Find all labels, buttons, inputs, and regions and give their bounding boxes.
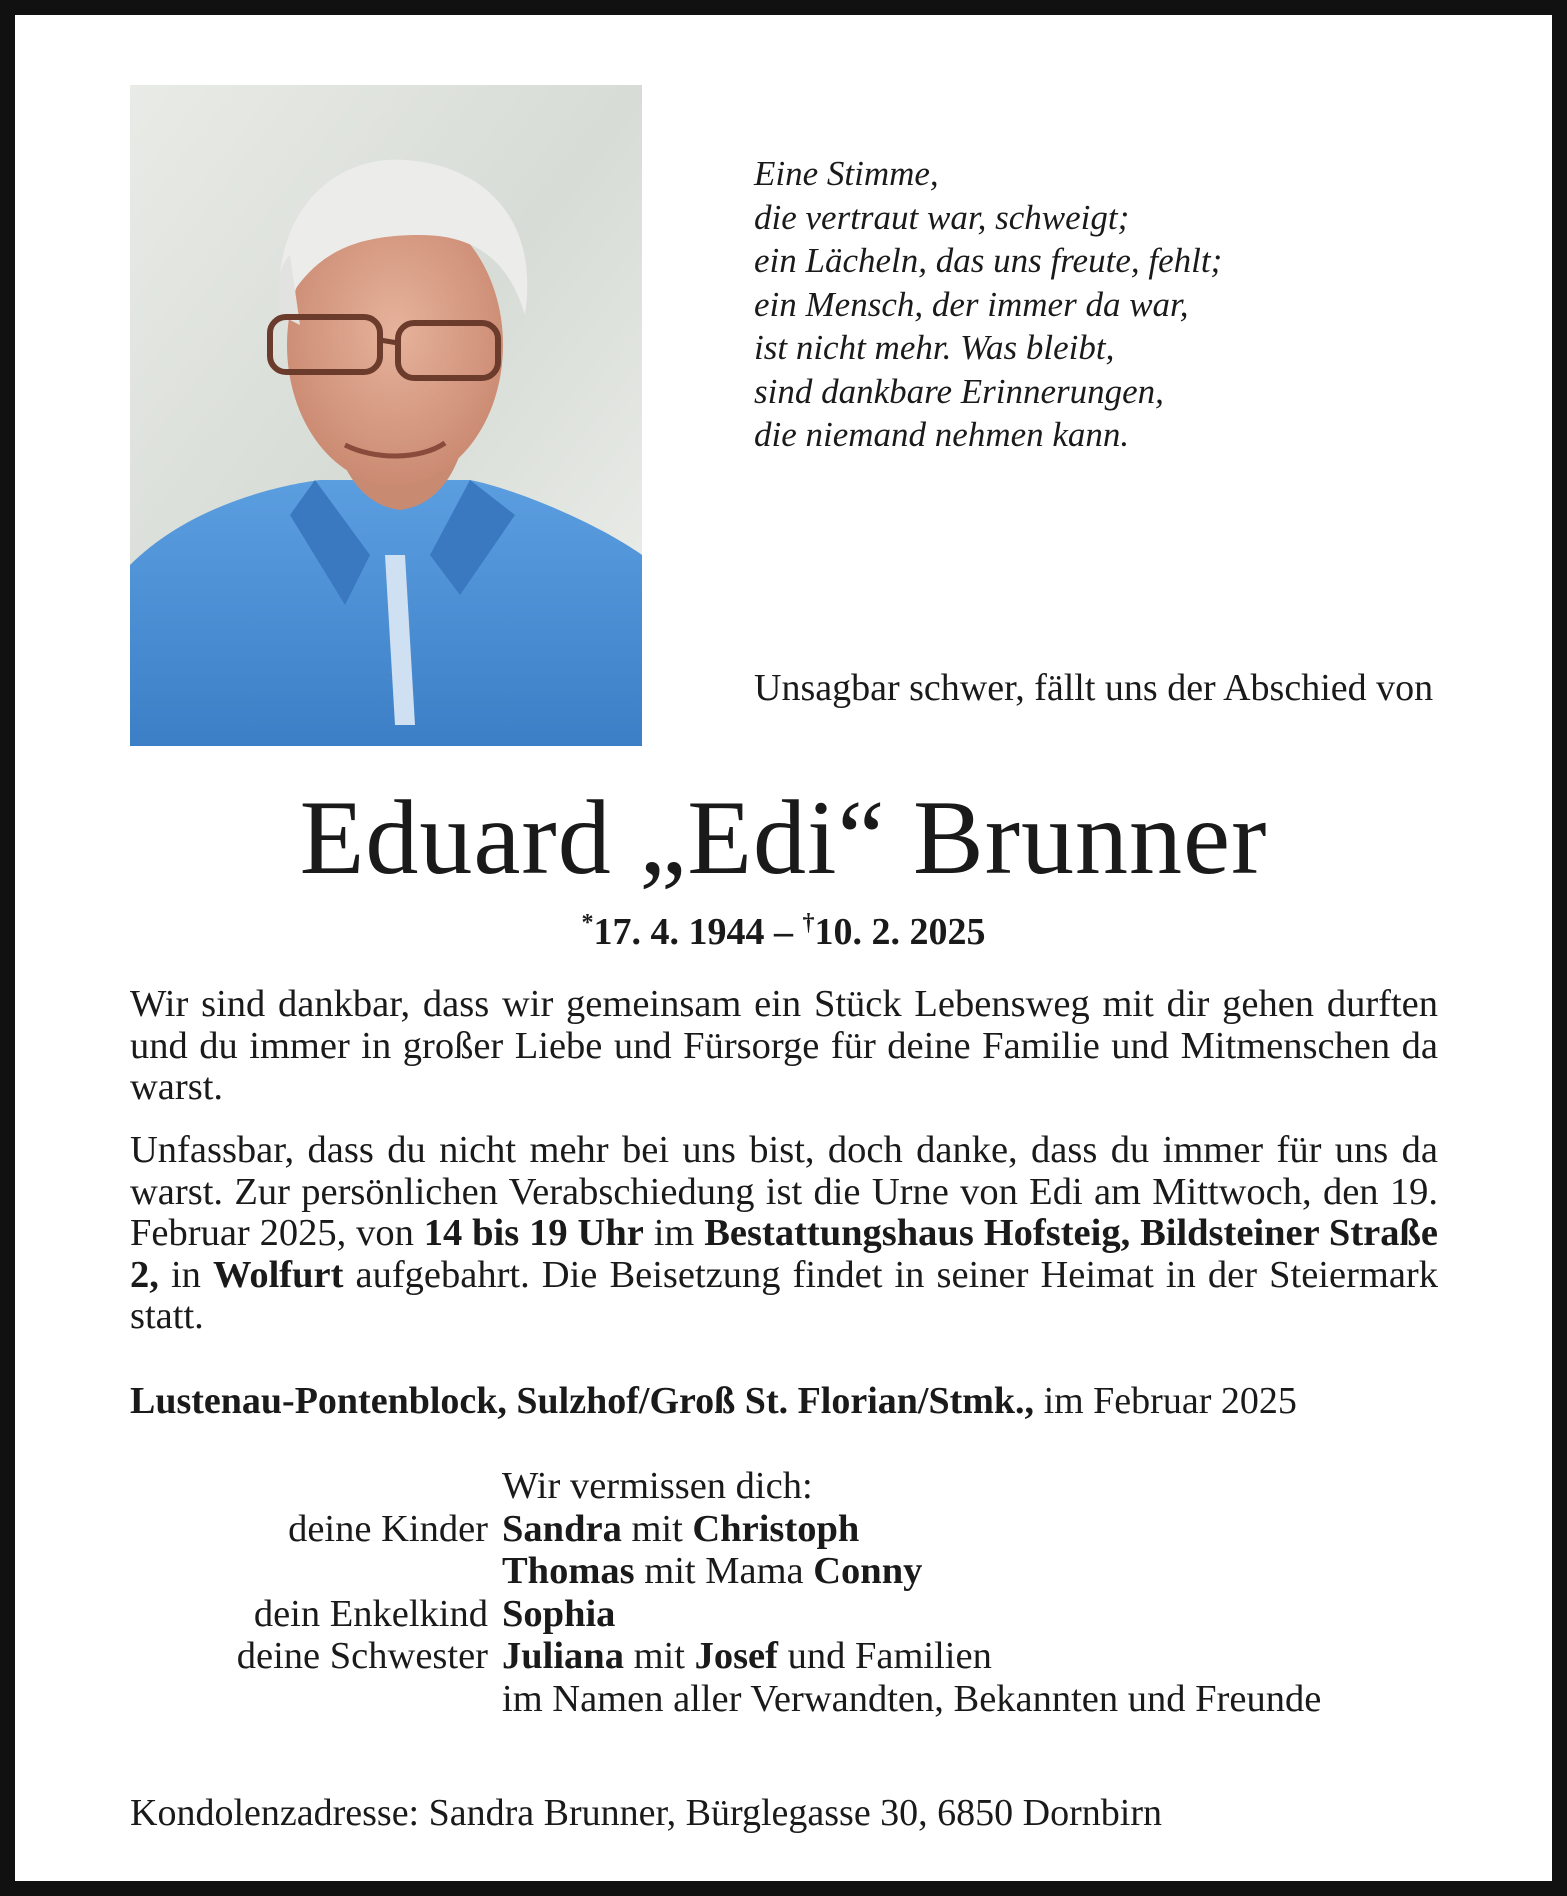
text: Unfassbar, dass du nicht mehr bei uns bist, doch danke, dass du immer für uns da warst. Zur persönlichen Verabschiedung ist die Urne von Edi am Mittwoch, den 19. Februar 2025, von	[130, 1129, 1438, 1254]
text: im	[643, 1212, 705, 1254]
mourner-row	[130, 1635, 1440, 1678]
mourner-row	[130, 1508, 1440, 1551]
deceased-name: Eduard „Edi“ Brunner	[299, 779, 1268, 896]
time-range: 14 bis 19 Uhr	[423, 1212, 644, 1254]
town: Wolfurt	[212, 1253, 344, 1296]
text: in	[158, 1253, 213, 1296]
poem-line: sind dankbare Erinnerungen,	[754, 371, 1164, 411]
poem-line: Eine Stimme,	[754, 154, 939, 193]
places: Lustenau-Pontenblock, Sulzhof/Groß St. Florian/Stmk.,	[130, 1380, 1035, 1422]
mourner-row	[130, 1678, 1440, 1721]
poem	[754, 152, 1222, 457]
birth-date: 17. 4. 1944	[593, 911, 765, 953]
condolence-address: Kondolenzadresse: Sandra Brunner, Bürglegasse 30, 6850 Dornbirn	[130, 1792, 1162, 1834]
mourner-name: Josef	[694, 1635, 778, 1677]
place-date-line	[130, 1379, 1297, 1423]
notice-date: im Februar 2025	[1034, 1380, 1297, 1422]
mourners-list	[130, 1465, 1440, 1720]
relation-label: deine Schwester	[236, 1635, 488, 1677]
mourner-name: Sandra	[502, 1507, 622, 1550]
mourner-row	[130, 1550, 1440, 1593]
poem-line: ein Lächeln, das uns freute, fehlt;	[754, 241, 1223, 280]
intro-text: Unsagbar schwer, fällt uns der Abschied von	[754, 667, 1434, 709]
date-separator: –	[764, 911, 803, 953]
mourner-name: Sophia	[502, 1592, 616, 1635]
relation-label: dein Enkelkind	[253, 1592, 488, 1635]
poem-line: die niemand nehmen kann.	[754, 415, 1130, 454]
mourner-name: Thomas	[502, 1550, 635, 1592]
poem-line: ein Mensch, der immer da war,	[754, 284, 1189, 324]
mourner-row	[130, 1593, 1440, 1636]
text: mit	[621, 1507, 693, 1550]
mourner-name: Christoph	[692, 1507, 860, 1550]
text: und Familien	[777, 1635, 992, 1677]
poem-line: ist nicht mehr. Was bleibt,	[754, 328, 1115, 367]
mourner-name: Juliana	[502, 1635, 624, 1677]
portrait-photo	[130, 85, 642, 746]
mourners-closing: im Namen aller Verwandten, Bekannten und Freunde	[502, 1677, 1322, 1720]
funeral-home: Bestattungshaus Hofsteig, Bildsteiner Straße 2,	[130, 1212, 1438, 1296]
text: mit Mama	[634, 1550, 814, 1592]
text: aufgebahrt. Die Beisetzung findet in seiner Heimat in der Steiermark statt.	[130, 1253, 1438, 1337]
relation-label: deine Kinder	[288, 1507, 488, 1550]
paragraph-gratitude: Wir sind dankbar, dass wir gemeinsam ein Stück Lebensweg mit dir gehen durften und du immer in großer Liebe und Fürsorge für deine Familie und Mitmenschen da warst.	[130, 983, 1438, 1108]
mourners-heading-row	[130, 1465, 1440, 1508]
death-date: 10. 2. 2025	[814, 911, 986, 953]
death-symbol: †	[802, 910, 815, 936]
life-dates	[0, 900, 1567, 955]
portrait-image	[130, 85, 642, 746]
birth-symbol: *	[581, 910, 594, 936]
text: mit	[623, 1635, 695, 1677]
mourners-heading: Wir vermissen dich:	[502, 1465, 813, 1507]
paragraph-farewell	[130, 1130, 1438, 1338]
poem-line: die vertraut war, schweigt;	[754, 197, 1130, 237]
mourner-name: Conny	[813, 1550, 923, 1592]
